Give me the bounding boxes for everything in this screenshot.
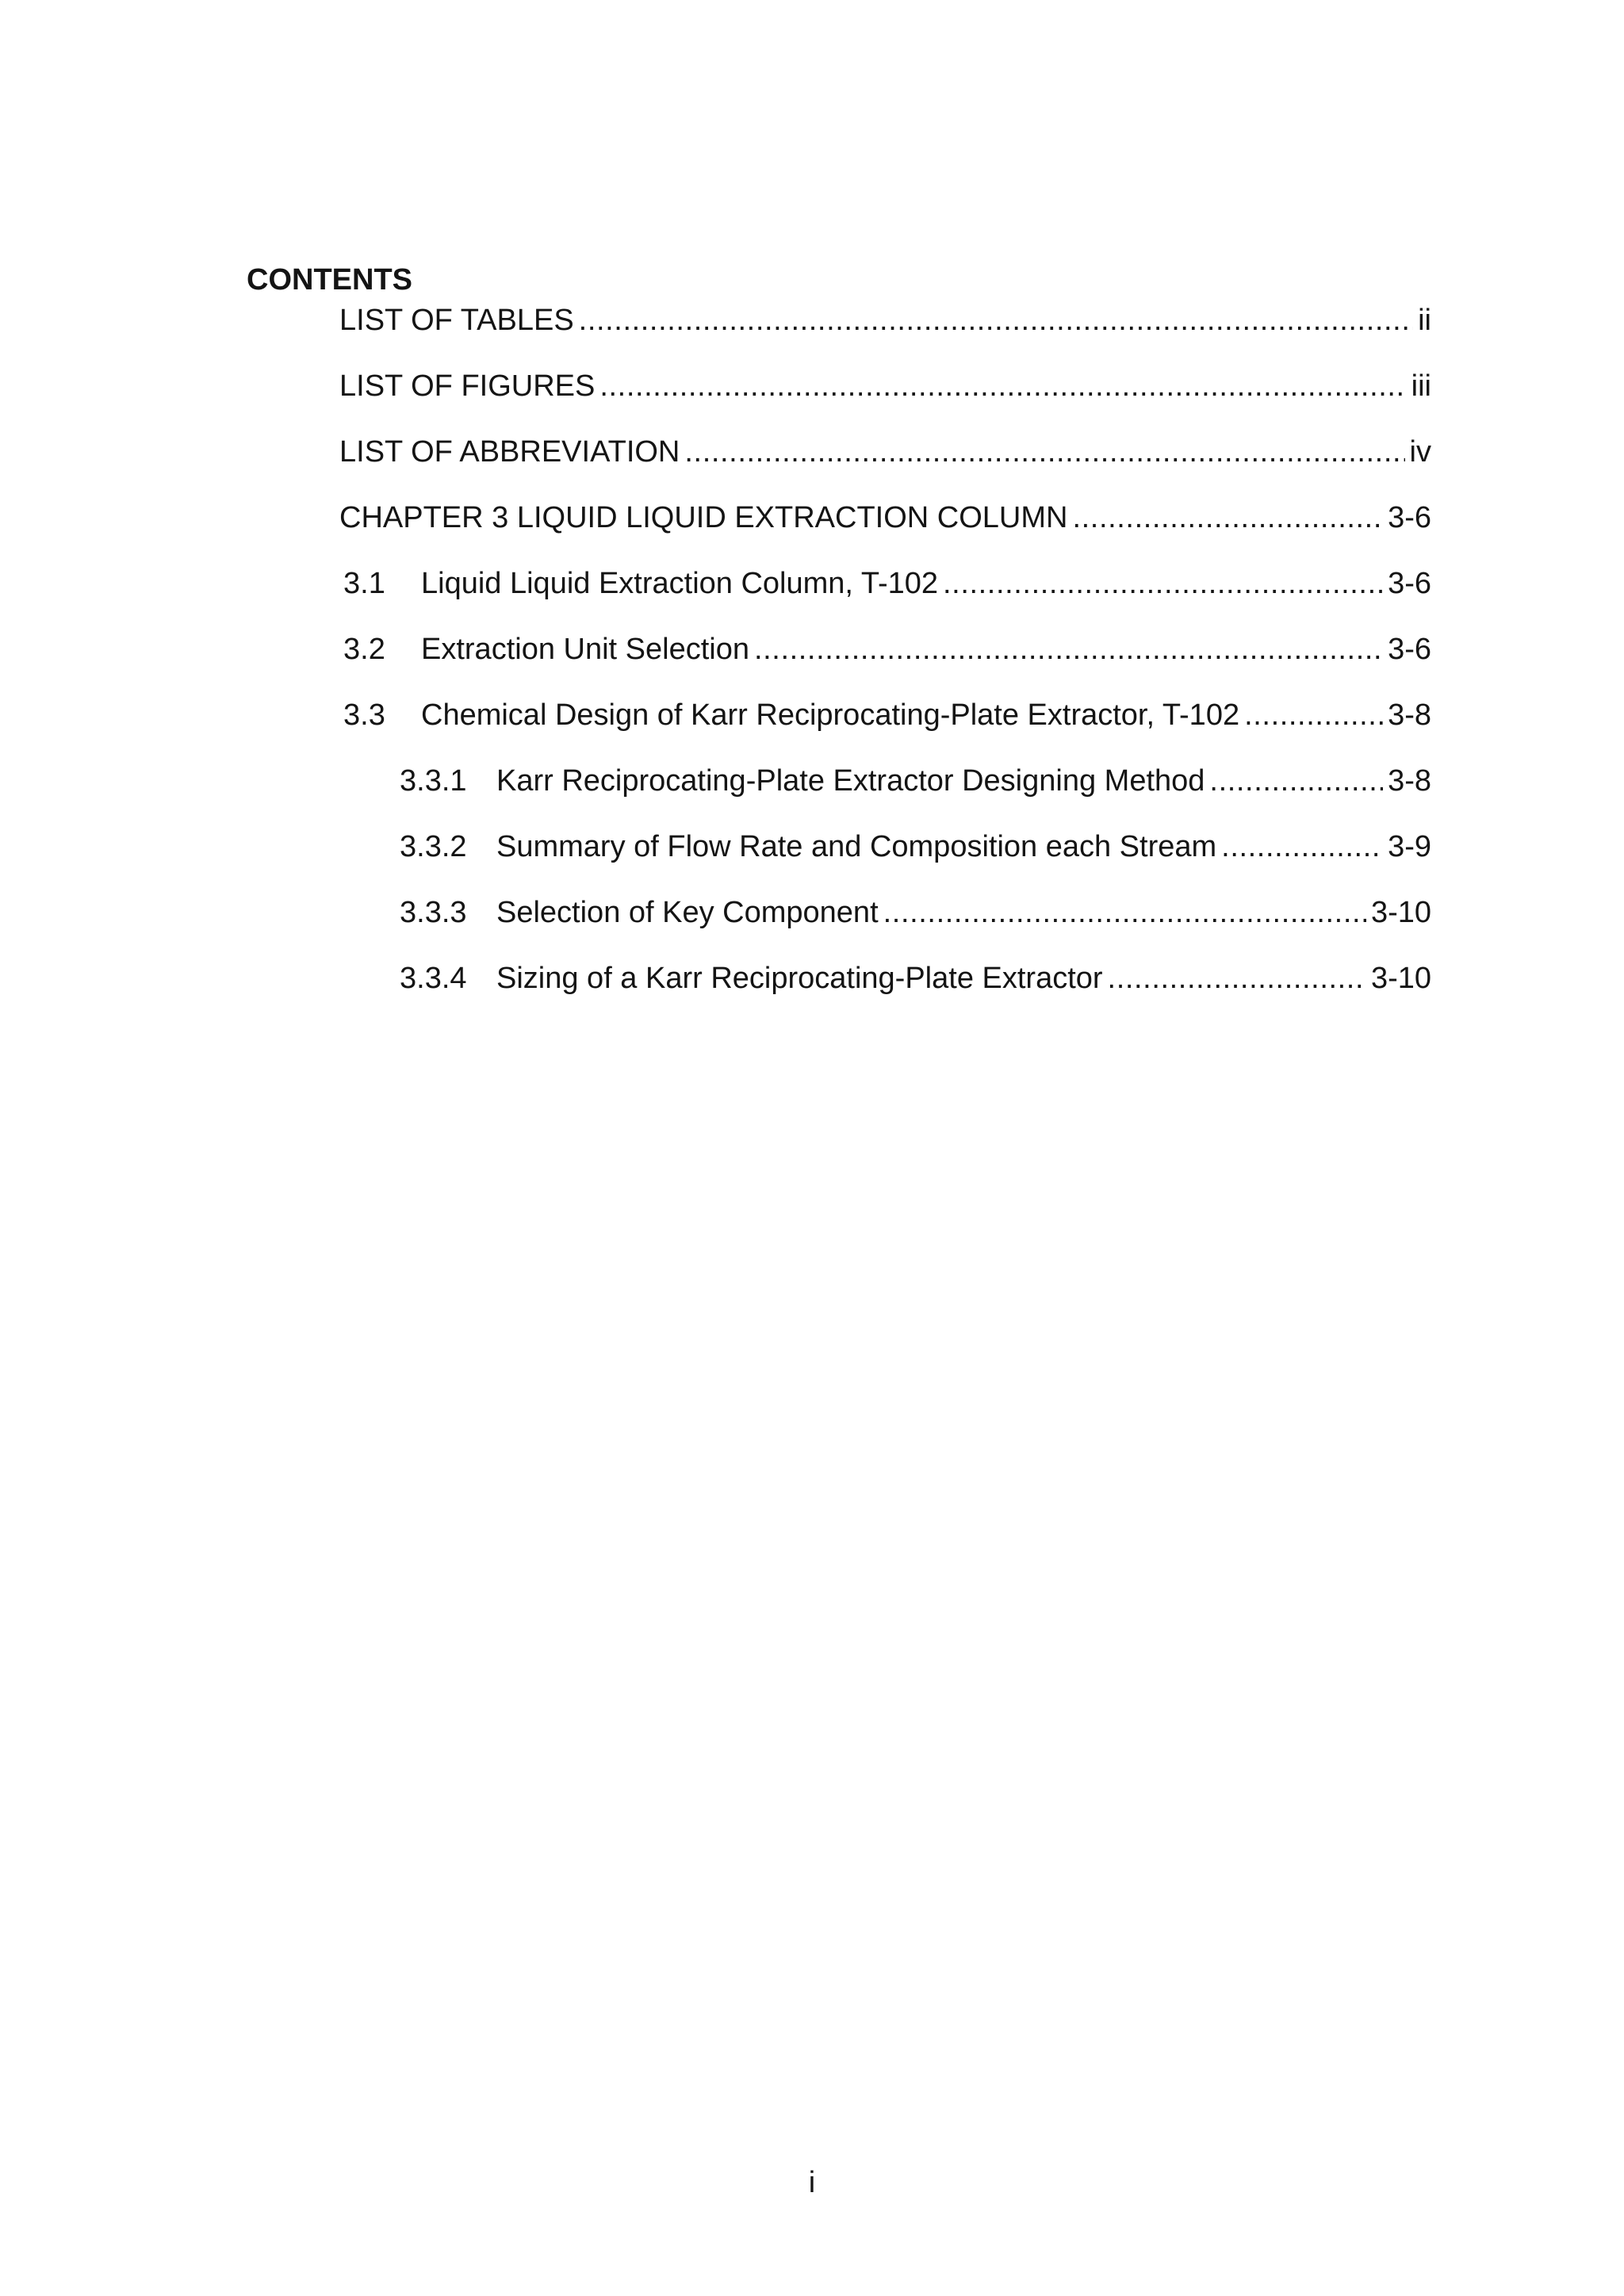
- toc-entry-number: 3.3: [343, 698, 385, 732]
- toc-entry-list-of-abbreviation[interactable]: [339, 430, 1431, 473]
- toc-entry-title: Selection of Key Component: [496, 896, 879, 929]
- toc-entry-number: 3.3.4: [400, 962, 467, 995]
- toc-entry-title: LIST OF FIGURES: [339, 369, 596, 403]
- toc-entry-number: 3.1: [343, 567, 385, 600]
- toc-entry-title: Summary of Flow Rate and Composition each Stream: [496, 830, 1217, 863]
- toc-heading: CONTENTS: [247, 263, 412, 297]
- toc-entry-page: 3-10: [1370, 962, 1431, 995]
- toc-entry-section-3-3-3[interactable]: [400, 891, 1431, 934]
- toc-entry-list-of-figures[interactable]: [339, 365, 1431, 408]
- toc-entry-number: 3.3.2: [400, 830, 467, 863]
- toc-entry-page: 3-10: [1370, 896, 1431, 929]
- toc-dot-leader: [599, 365, 1406, 408]
- toc-entry-page: iv: [1409, 435, 1431, 469]
- toc-entry-chapter-3[interactable]: [339, 496, 1431, 539]
- toc-entry-page: 3-6: [1388, 501, 1431, 534]
- toc-entry-number: 3.3.3: [400, 896, 467, 929]
- toc-dot-leader: [579, 299, 1413, 342]
- toc-entry-section-3-3-1[interactable]: [400, 760, 1431, 802]
- toc-entry-title: Karr Reciprocating-Plate Extractor Designing Method: [496, 764, 1205, 798]
- toc-entry-section-3-2[interactable]: [343, 628, 1431, 671]
- toc-entry-number: 3.2: [343, 633, 385, 666]
- toc-entry-title: LIST OF ABBREVIATION: [339, 435, 680, 469]
- toc-entry-title: Chemical Design of Karr Reciprocating-Plate Extractor, T-102: [421, 698, 1240, 732]
- toc-entry-section-3-3[interactable]: [343, 694, 1431, 737]
- toc-dot-leader: [943, 562, 1383, 605]
- toc-dot-leader: [1072, 496, 1383, 539]
- toc-entry-title: Sizing of a Karr Reciprocating-Plate Extractor: [496, 962, 1103, 995]
- toc-entry-list-of-tables[interactable]: [339, 299, 1431, 342]
- toc-entry-page: 3-6: [1388, 633, 1431, 666]
- toc-dot-leader: [1221, 825, 1383, 868]
- toc-dot-leader: [1244, 694, 1383, 737]
- toc-entry-title: LIST OF TABLES: [339, 304, 574, 337]
- toc-entry-section-3-3-2[interactable]: [400, 825, 1431, 868]
- toc-dot-leader: [684, 430, 1404, 473]
- toc-dot-leader: [754, 628, 1383, 671]
- toc-entry-section-3-1[interactable]: [343, 562, 1431, 605]
- toc-entry-page: 3-6: [1388, 567, 1431, 600]
- toc-dot-leader: [1108, 957, 1366, 1000]
- toc-entry-title: CHAPTER 3 LIQUID LIQUID EXTRACTION COLUMN: [339, 501, 1068, 534]
- toc-entry-page: ii: [1418, 304, 1431, 337]
- toc-entry-page: 3-9: [1388, 830, 1431, 863]
- toc-entry-page: iii: [1411, 369, 1431, 403]
- page-number: i: [808, 2166, 816, 2199]
- toc-dot-leader: [883, 891, 1366, 934]
- toc-entry-page: 3-8: [1388, 698, 1431, 732]
- toc-entry-section-3-3-4[interactable]: [400, 957, 1431, 1000]
- toc-entry-number: 3.3.1: [400, 764, 467, 798]
- toc-entry-title: Liquid Liquid Extraction Column, T-102: [421, 567, 939, 600]
- toc-dot-leader: [1209, 760, 1383, 802]
- toc-entry-title: Extraction Unit Selection: [421, 633, 749, 666]
- toc-entry-page: 3-8: [1388, 764, 1431, 798]
